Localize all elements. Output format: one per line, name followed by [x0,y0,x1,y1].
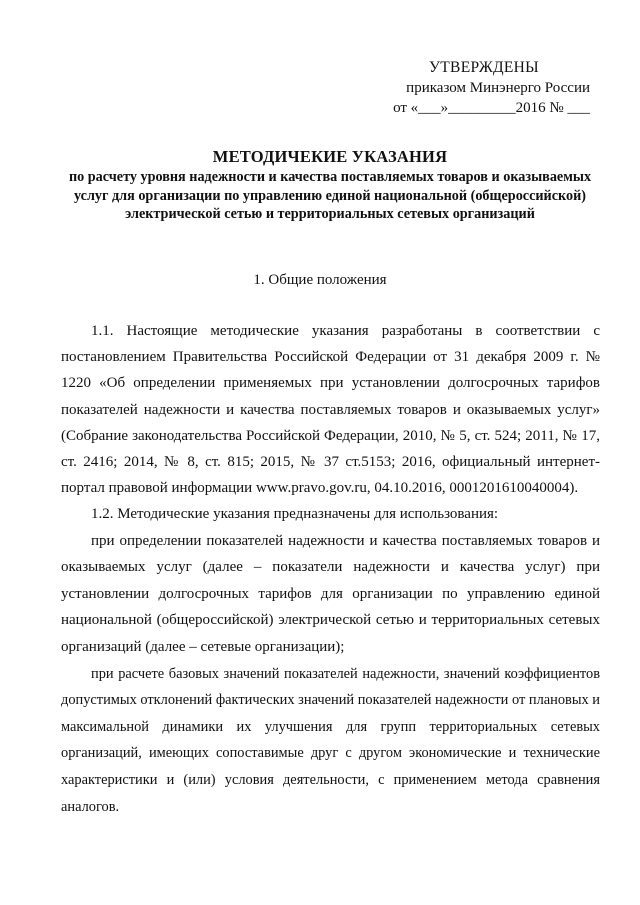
section-heading: 1. Общие положения [253,272,387,288]
paragraph-usage-tariffs: при определении показателей надежности и качества поставляемых товаров и оказываемых услуг (далее – показатели надежности и качества услуг) при установлении долгосрочных тарифов для организации по управлению единой национальной (общероссийской) электрической сетью и территориальных сетевых организаций (далее – сетевые организации); [61,532,600,655]
paragraph-1-1: 1.1. Настоящие методические указания разработаны в соответствии с постановлением Правительства Российской Федерации от 31 декабря 2009 г. № 1220 «Об определении применяемых при установлении долгосрочных тарифов показателей надежности и качества поставляемых товаров и оказываемых услуг» (Собрание законодательства Российской Федерации, 2010, № 5, ст. 524; 2011, № 17, ст. 2416; 2014, № 8, ст. 815; 2015, № 37 ст.5153; 2016, официальный интернет-портал правовой информации www.pravo.gov.ru, 04.10.2016, 0001201610040004). [61,323,600,497]
approval-stamp [380,58,590,118]
paragraph-1-2: 1.2. Методические указания предназначены для использования: [91,506,499,523]
paragraph-usage-base-values: при расчете базовых значений показателей надежности, значений коэффициентов допустимых отклонений фактических значений показателей надежности от плановых и максимальной динамики их улучшения для групп территориальных сетевых организаций, имеющих сопоставимые друг с другом экономические и технические характеристики и (или) условия деятельности, с применением метода сравнения аналогов. [61,665,600,815]
document-body [61,318,600,820]
approval-title: УТВЕРЖДЕНЫ [429,59,539,76]
document-title: МЕТОДИЧЕКИЕ УКАЗАНИЯ [212,147,448,166]
approval-date-number: от «___»_________2016 № ___ [393,100,590,116]
document-title-block [60,146,600,224]
document-subtitle: по расчету уровня надежности и качества поставляемых товаров и оказываемых услуг для организации по управлению единой национальной (общероссийской) электрической сетью и территориальных сетевых организаций [68,169,592,222]
approval-order: приказом Минэнерго России [406,80,590,96]
